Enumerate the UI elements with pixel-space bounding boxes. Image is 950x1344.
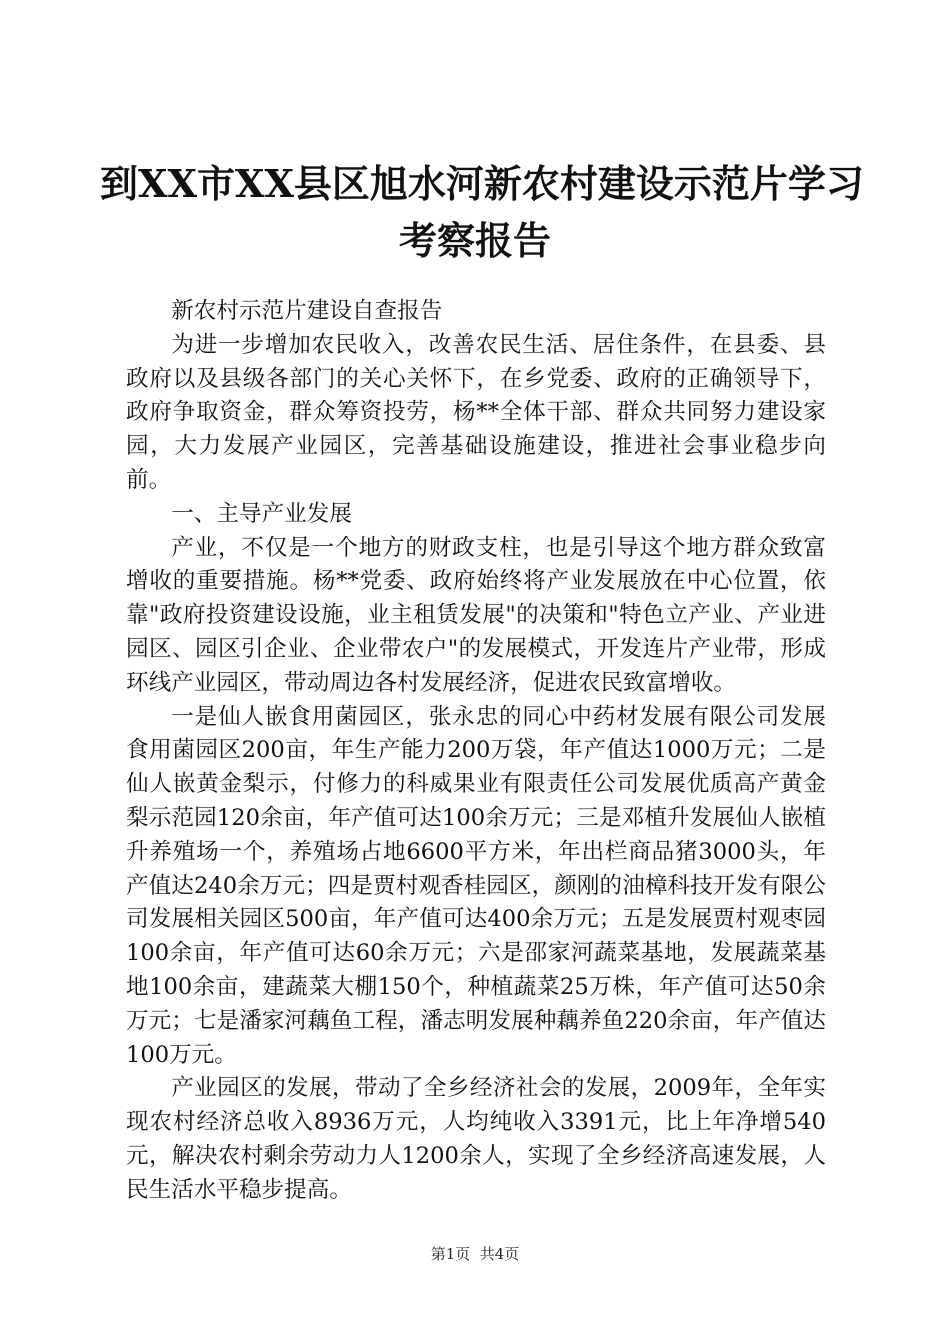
page-number-footer: 第1页 共4页 (430, 1245, 520, 1263)
document-title-line-1: 到XX市XX县区旭水河新农村建设示范片学习 (100, 161, 864, 206)
document-body (126, 295, 826, 1208)
document-title-line-2: 考察报告 (398, 218, 551, 263)
paragraph-industry: 产业，不仅是一个地方的财政支柱，也是引导这个地方群众致富增收的重要措施。杨**党委、政府始终将产业发展放在中心位置，依靠"政府投资建设设施，业主租赁发展"的决策和"特色立产业、产业进园区、园区引企业、企业带农户"的发展模式，开发连片产业带，形成环线产业园区，带动周边各村发展经济，促进农民致富增收。 (126, 534, 826, 696)
paragraph-results: 产业园区的发展，带动了全乡经济社会的发展，2009年，全年实现农村经济总收入8936万元，人均纯收入3391元，比上年净增540元，解决农村剩余劳动力人1200余人，实现了全乡经济高速发展，人民生活水平稳步提高。 (126, 1075, 826, 1203)
section-heading: 一、主导产业发展 (171, 500, 352, 527)
paragraph-parks-list: 一是仙人嵌食用菌园区，张永忠的同心中药材发展有限公司发展食用菌园区200亩，年生产能力200万袋，年产值达1000万元；二是仙人嵌黄金梨示，付修力的科威果业有限责任公司发展优质高产黄金梨示范园120余亩，年产值可达100余万元；三是邓植升发展仙人嵌植升养殖场一个，养殖场占地6600平方米，年出栏商品猪3000头，年产值达240余万元；四是贾村观香桂园区，颜刚的油樟科技开发有限公司发展相关园区500亩，年产值可达400余万元；五是发展贾村观枣园100余亩，年产值可达60余万元；六是邵家河蔬菜基地，发展蔬菜基地100余亩，建蔬菜大棚150个，种植蔬菜25万株，年产值可达50余万元；七是潘家河藕鱼工程，潘志明发展种藕养鱼220余亩，年产值达100万元。 (126, 703, 826, 1068)
paragraph-subtitle: 新农村示范片建设自查报告 (171, 298, 443, 324)
paragraph-intro: 为进一步增加农民收入，改善农民生活、居住条件，在县委、县政府以及县级各部门的关心关怀下，在乡党委、政府的正确领导下，政府争取资金，群众筹资投劳，杨**全体干部、群众共同努力建设家园，大力发展产业园区，完善基础设施建设，推进社会事业稳步向前。 (126, 331, 826, 493)
